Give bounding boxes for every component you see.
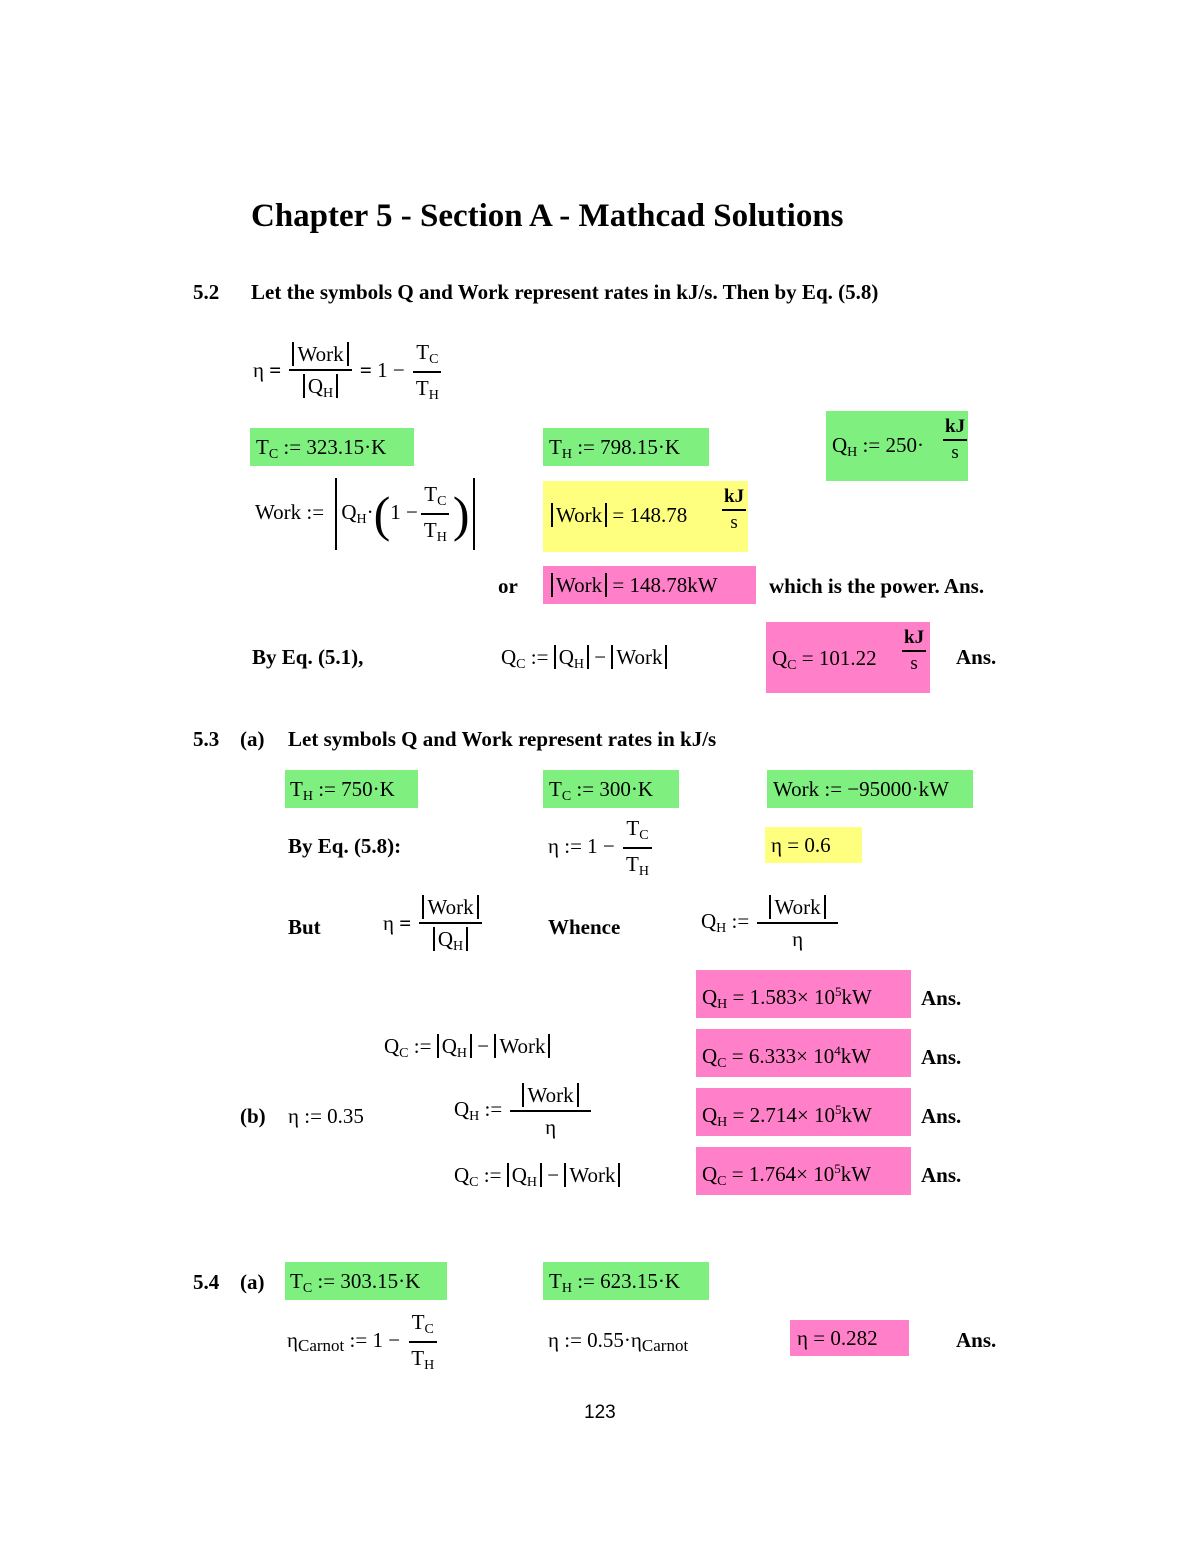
eta-definition-5-3: η := 1 − $\frac{T_C}{T_H}$: [548, 816, 655, 880]
work-result-kw: Work = 148.78kW: [543, 566, 756, 604]
work-definition: Work := $Q_H\cdot(1$ − $\frac{T_C}{T_H}$ ): [255, 478, 475, 550]
qh-result-a: $Q_H = 1.583\times 10^5kW$: [696, 970, 911, 1018]
ans-label: Ans.: [956, 1328, 997, 1352]
problem-number-5-3: 5.3: [193, 727, 220, 751]
qc-definition: $Q_C$ := $Q_H$ − Work: [501, 645, 667, 673]
qc-definition-5-3a: $Q_C$ := $Q_H$ − Work: [384, 1034, 550, 1062]
by-eq-5-1-label: By Eq. (5.1),: [252, 645, 364, 669]
problem-5-2-intro: Let the symbols Q and Work represent rates in kJ/s. Then by Eq. (5.8): [251, 280, 879, 304]
qh-result-b: $Q_H = 2.714\times 10^5kW$: [696, 1088, 911, 1136]
eta-carnot-definition: $\eta_{Carnot}$ := 1 − $\frac{T_C}{T_H}$: [287, 1310, 440, 1374]
page-title: Chapter 5 - Section A - Mathcad Solutions: [251, 198, 844, 234]
qc-definition-5-3b: $Q_C$ := $Q_H$ − Work: [454, 1163, 620, 1191]
ans-label: Ans.: [956, 645, 997, 669]
page-number: 123: [584, 1402, 616, 1423]
power-text: which is the power. Ans.: [769, 574, 985, 598]
by-eq-5-8-label: By Eq. (5.8):: [288, 834, 402, 858]
but-label: But: [288, 915, 321, 939]
qc-result-b: $Q_C = 1.764\times 10^5kW$: [696, 1147, 911, 1195]
eta-relation: η = $\frac{\text{Work}}{Q_H}$: [383, 895, 485, 955]
problem-5-3-intro: Let symbols Q and Work represent rates in kJ/s: [288, 727, 717, 751]
whence-label: Whence: [548, 915, 621, 939]
ans-label: Ans.: [921, 1163, 962, 1187]
eta-result-5-3: η = 0.6: [765, 827, 862, 863]
qc-result: $Q_C = 101.22$ kJ s: [766, 622, 930, 693]
efficiency-equation: η = $\frac{\text{Work}}{Q_H}$ = 1 − $\frac{T_C}{T_H}$: [253, 340, 445, 404]
tc-definition-5-3: $T_C$ := 300·K: [543, 770, 679, 808]
qc-result-a: $Q_C = 6.333\times 10^4kW$: [696, 1029, 911, 1077]
qh-definition-5-3: $Q_H$ := $\frac{\text{Work}}{\eta}$: [701, 895, 841, 951]
tc-definition: $T_C$ := 323.15·K: [250, 428, 414, 466]
problem-number-5-4: 5.4: [193, 1270, 220, 1294]
ans-label: Ans.: [921, 1045, 962, 1069]
qh-definition: $Q_H$ := 250· kJ s: [826, 411, 968, 481]
qh-definition-5-3b: $Q_H$ := $\frac{\text{Work}}{\eta}$: [454, 1083, 594, 1139]
th-definition: $T_H$ := 798.15·K: [543, 428, 709, 466]
th-definition-5-4: $T_H$ := 623.15·K: [543, 1262, 709, 1300]
ans-label: Ans.: [921, 1104, 962, 1128]
part-a-label: (a): [240, 727, 265, 751]
tc-definition-5-4: $T_C$ := 303.15·K: [285, 1262, 447, 1300]
problem-number-5-2: 5.2: [193, 280, 220, 304]
eta-result-5-4: η = 0.282: [790, 1320, 909, 1356]
eta-definition-5-4: η := $0.55\cdot\eta_{Carnot}$: [548, 1328, 689, 1355]
part-b-label: (b): [240, 1104, 266, 1128]
or-label: or: [498, 574, 518, 598]
eta-b-definition: η := 0.35: [288, 1104, 364, 1128]
ans-label: Ans.: [921, 986, 962, 1010]
th-definition-5-3: $T_H$ := 750·K: [285, 770, 418, 808]
work-definition-5-3: Work := −95000·kW: [767, 770, 973, 808]
part-a-label: (a): [240, 1270, 265, 1294]
work-result-kjs: Work = 148.78 kJ s: [543, 481, 748, 552]
